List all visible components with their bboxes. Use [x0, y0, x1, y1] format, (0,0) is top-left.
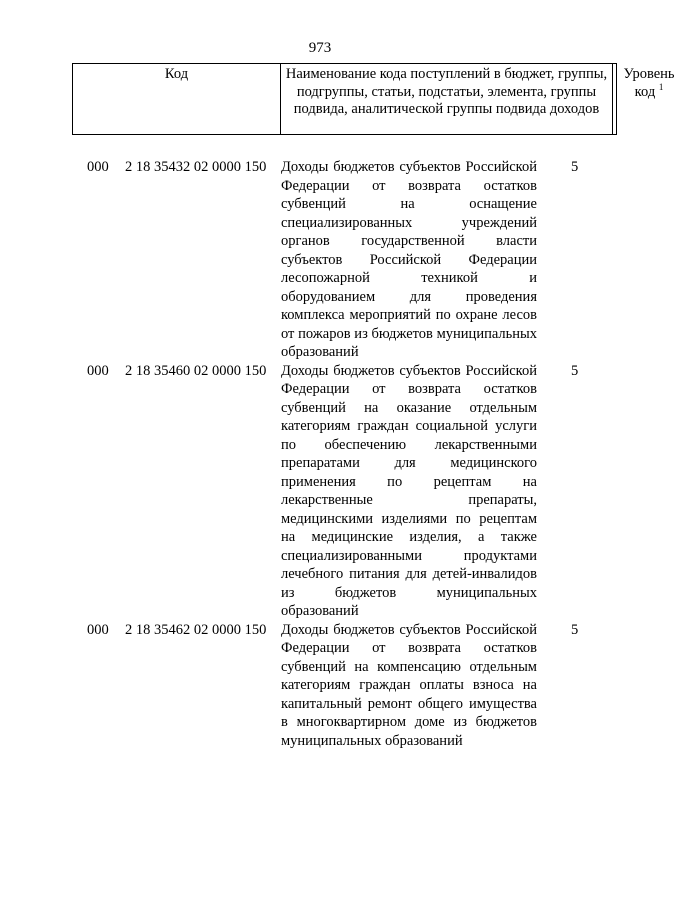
table-header: [72, 63, 675, 135]
revenue-code: 2 18 35432 02 0000 150: [125, 159, 267, 175]
level-value: 5: [571, 159, 579, 175]
header-code: Код: [164, 66, 189, 82]
page-number: 973: [308, 40, 332, 56]
table-body: [0, 158, 640, 750]
revenue-name: Доходы бюджетов субъектов Российской Федерации от возврата остатков субвенций на компенсацию отдельным категориям граждан оплаты взноса на капитальный ремонт общего имущества в многоквартирном доме из бюджетов муниципальных образований: [281, 621, 537, 749]
revenue-code: 2 18 35462 02 0000 150: [125, 621, 267, 638]
header-level: [613, 64, 685, 134]
table-row: [0, 158, 640, 362]
header-name: Наименование кода поступлений в бюджет, группы, подгруппы, статьи, подстатьи, элемента, группы подвида, аналитической группы подвида доходов: [280, 64, 613, 134]
table-row: [0, 362, 640, 621]
admin-code: 000: [87, 362, 109, 379]
level-value: 5: [571, 621, 579, 638]
table-row: [0, 621, 640, 751]
revenue-code: 2 18 35460 02 0000 150: [125, 362, 267, 379]
header-level-label: Уровень код: [623, 66, 675, 100]
admin-code: 000: [87, 621, 109, 638]
revenue-name: Доходы бюджетов субъектов Российской Федерации от возврата остатков субвенций на оказание отдельным категориям граждан социальной услуги по обеспечению лекарственными препаратами для медицинского применения по рецептам на лекарственные препараты, медицинскими изделиями по рецептам на медицинские изделия, а также специализированными продуктами лечебного питания для детей-инвалидов из бюджетов муниципальных образований: [281, 362, 537, 619]
footnote-marker: 1: [658, 81, 664, 92]
admin-code: 000: [87, 159, 109, 175]
level-value: 5: [571, 362, 579, 379]
revenue-name: Доходы бюджетов субъектов Российской Федерации от возврата остатков субвенций на оснащение специализированных учреждений органов государственной власти субъектов Российской Федерации лесопожарной техникой и оборудованием для проведения комплекса мероприятий по охране лесов от пожаров из бюджетов муниципальных образований: [281, 159, 537, 360]
